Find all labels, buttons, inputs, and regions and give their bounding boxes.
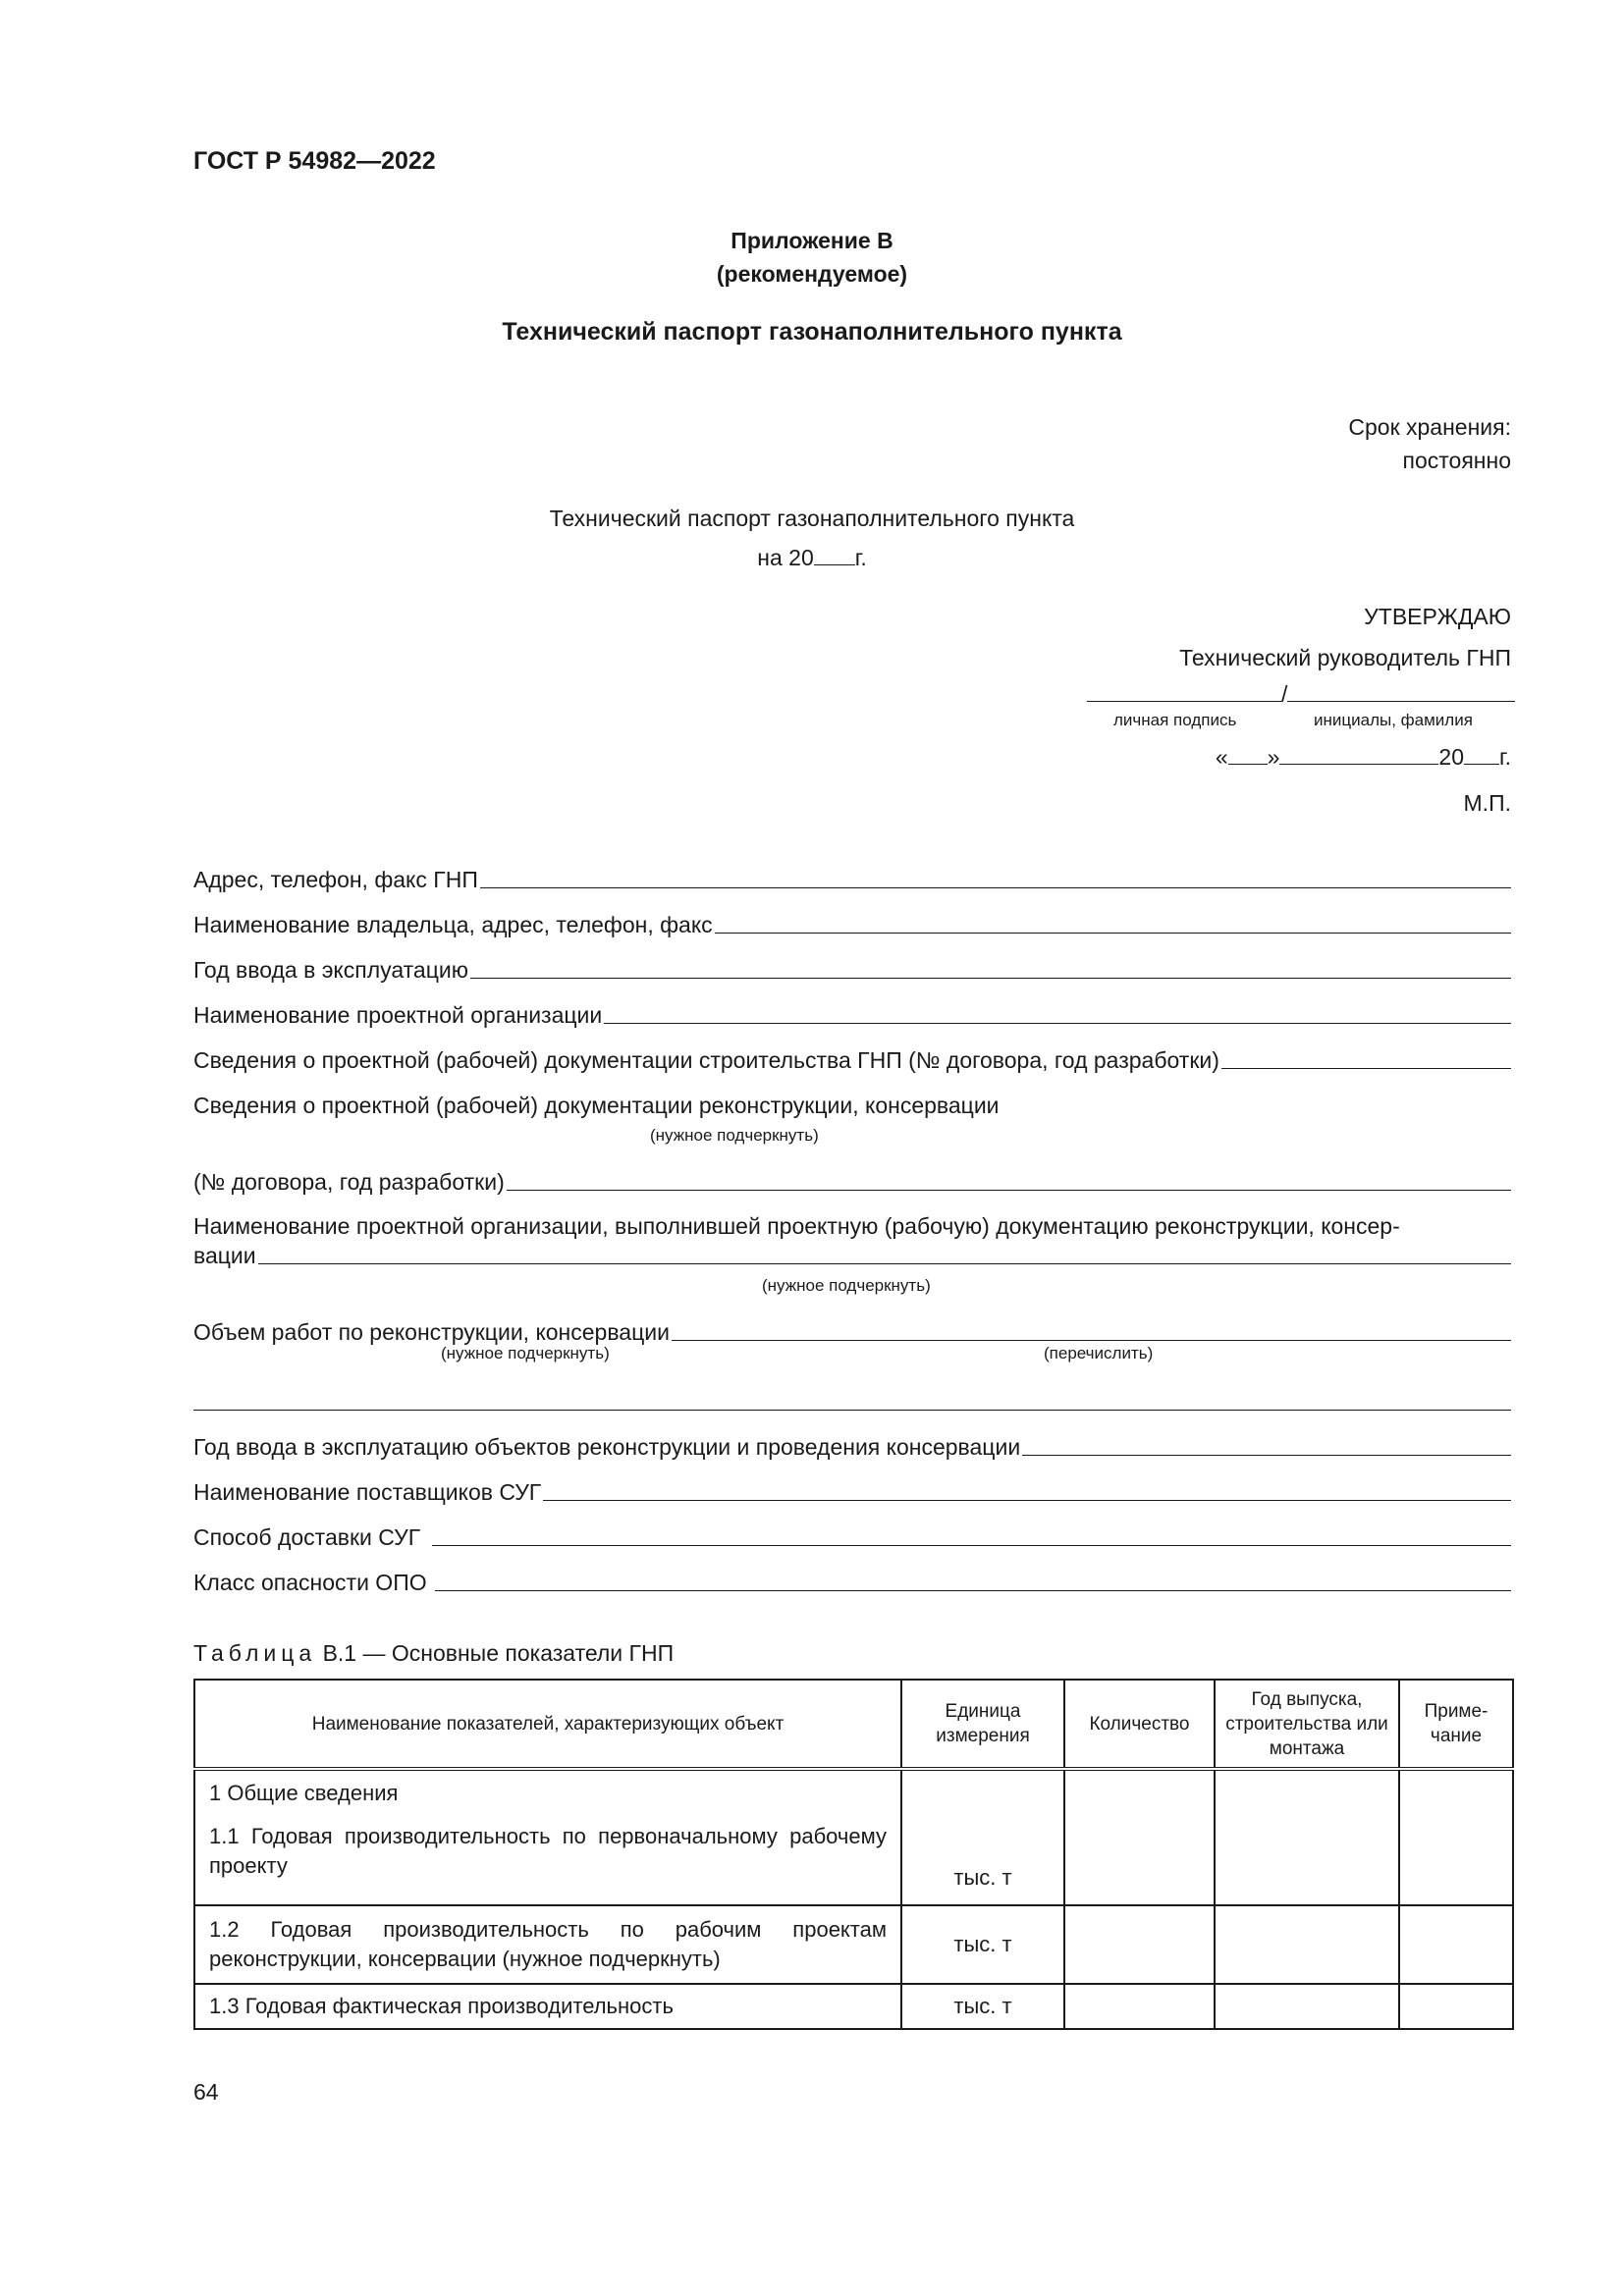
year-blank[interactable] bbox=[814, 543, 855, 565]
stamp-place: М.П. bbox=[1463, 790, 1511, 816]
table-header-row bbox=[194, 1680, 1513, 1769]
appendix-label: Приложение В bbox=[731, 228, 893, 253]
underline-hint: (нужное подчеркнуть) bbox=[441, 1344, 610, 1362]
approver-position: Технический руководитель ГНП bbox=[1179, 645, 1511, 670]
recon-org-field[interactable]: вации bbox=[193, 1241, 1511, 1270]
row-unit: тыс. т bbox=[901, 1984, 1064, 2029]
row-unit: тыс. т bbox=[901, 1769, 1064, 1905]
list-hint: (перечислить) bbox=[1044, 1344, 1154, 1362]
construction-docs-field[interactable]: Сведения о проектной (рабочей) документации строительства ГНП (№ договора, год разработки) bbox=[193, 1045, 1511, 1075]
column-header: Год выпуска, строительства или монтажа bbox=[1215, 1680, 1399, 1769]
recon-year-field[interactable]: Год ввода в эксплуатацию объектов реконструкции и проведения консервации bbox=[193, 1432, 1511, 1462]
column-header: Приме-чание bbox=[1399, 1680, 1513, 1769]
column-header: Наименование показателей, характеризующих объект bbox=[194, 1680, 901, 1769]
row-name-cell bbox=[194, 1769, 901, 1905]
note-cell[interactable] bbox=[1399, 1905, 1513, 1984]
approve-word: УТВЕРЖДАЮ bbox=[1364, 604, 1511, 629]
row-name: 1.3 Годовая фактическая производительность bbox=[194, 1984, 901, 2029]
storage-period bbox=[1348, 410, 1511, 477]
quantity-cell[interactable] bbox=[1064, 1905, 1215, 1984]
suppliers-field[interactable]: Наименование поставщиков СУГ bbox=[193, 1477, 1511, 1507]
note-cell[interactable] bbox=[1399, 1769, 1513, 1905]
table-row bbox=[194, 1984, 1513, 2029]
delivery-field[interactable]: Способ доставки СУГ bbox=[193, 1522, 1511, 1552]
column-header: Количество bbox=[1064, 1680, 1215, 1769]
underline-hint: (нужное подчеркнуть) bbox=[762, 1276, 931, 1295]
design-org-field[interactable]: Наименование проектной организации bbox=[193, 1000, 1511, 1030]
year-start-field[interactable]: Год ввода в эксплуатацию bbox=[193, 955, 1511, 985]
passport-subtitle bbox=[0, 499, 1624, 577]
month-blank[interactable] bbox=[1279, 742, 1438, 765]
note-cell[interactable] bbox=[1399, 1984, 1513, 2029]
date-year-blank[interactable] bbox=[1464, 742, 1499, 765]
row-unit: тыс. т bbox=[901, 1905, 1064, 1984]
contract-field[interactable]: (№ договора, год разработки) bbox=[193, 1167, 1511, 1197]
recon-org-label: Наименование проектной организации, выполнившей проектную (рабочую) документацию реконструкции, консер- bbox=[193, 1213, 1400, 1239]
indicators-table bbox=[193, 1679, 1514, 2030]
storage-value: постоянно bbox=[1402, 448, 1511, 473]
owner-field[interactable]: Наименование владельца, адрес, телефон, факс bbox=[193, 910, 1511, 939]
table-row bbox=[194, 1769, 1513, 1905]
year-cell[interactable] bbox=[1215, 1984, 1399, 2029]
works-volume-continuation[interactable] bbox=[193, 1410, 1511, 1411]
page-number: 64 bbox=[193, 2079, 219, 2105]
address-field[interactable]: Адрес, телефон, факс ГНП bbox=[193, 865, 1511, 894]
signature-hint: личная подпись bbox=[1113, 711, 1237, 729]
name-hint: инициалы, фамилия bbox=[1314, 711, 1473, 729]
underline-hint: (нужное подчеркнуть) bbox=[650, 1126, 819, 1145]
subtitle-line: Технический паспорт газонаполнительного пункта bbox=[549, 506, 1075, 531]
subtitle-year: на 20 г. bbox=[757, 545, 867, 570]
works-volume-field[interactable]: Объем работ по реконструкции, консервации bbox=[193, 1317, 1511, 1347]
approval-block bbox=[1179, 596, 1511, 678]
document-title: Технический паспорт газонаполнительного пункта bbox=[502, 318, 1122, 346]
quantity-cell[interactable] bbox=[1064, 1769, 1215, 1905]
approval-date: « » 20 г. bbox=[1215, 744, 1511, 770]
signature-blank[interactable] bbox=[1087, 679, 1281, 702]
column-header: Единица измерения bbox=[901, 1680, 1064, 1769]
row-name: 1.1 Годовая производительность по первоначальному рабочему проекту bbox=[209, 1824, 887, 1878]
appendix-heading bbox=[0, 224, 1624, 291]
table-row bbox=[194, 1905, 1513, 1984]
reconstruction-docs-label: Сведения о проектной (рабочей) документации реконструкции, консервации bbox=[193, 1093, 1000, 1118]
section-title: 1 Общие сведения bbox=[209, 1781, 399, 1805]
quantity-cell[interactable] bbox=[1064, 1984, 1215, 2029]
day-blank[interactable] bbox=[1228, 742, 1268, 765]
table-caption: Таблица В.1 — Основные показатели ГНП bbox=[193, 1640, 675, 1666]
appendix-status: (рекомендуемое) bbox=[716, 261, 908, 287]
standard-number: ГОСТ Р 54982—2022 bbox=[193, 147, 436, 175]
storage-label: Срок хранения: bbox=[1348, 414, 1511, 440]
year-cell[interactable] bbox=[1215, 1905, 1399, 1984]
year-cell[interactable] bbox=[1215, 1769, 1399, 1905]
name-blank[interactable] bbox=[1287, 679, 1515, 702]
signature-line: / bbox=[1087, 679, 1515, 708]
hazard-class-field[interactable]: Класс опасности ОПО bbox=[193, 1568, 1511, 1597]
row-name: 1.2 Годовая производительность по рабочим проектам реконструкции, консервации (нужное подчеркнуть) bbox=[194, 1905, 901, 1984]
